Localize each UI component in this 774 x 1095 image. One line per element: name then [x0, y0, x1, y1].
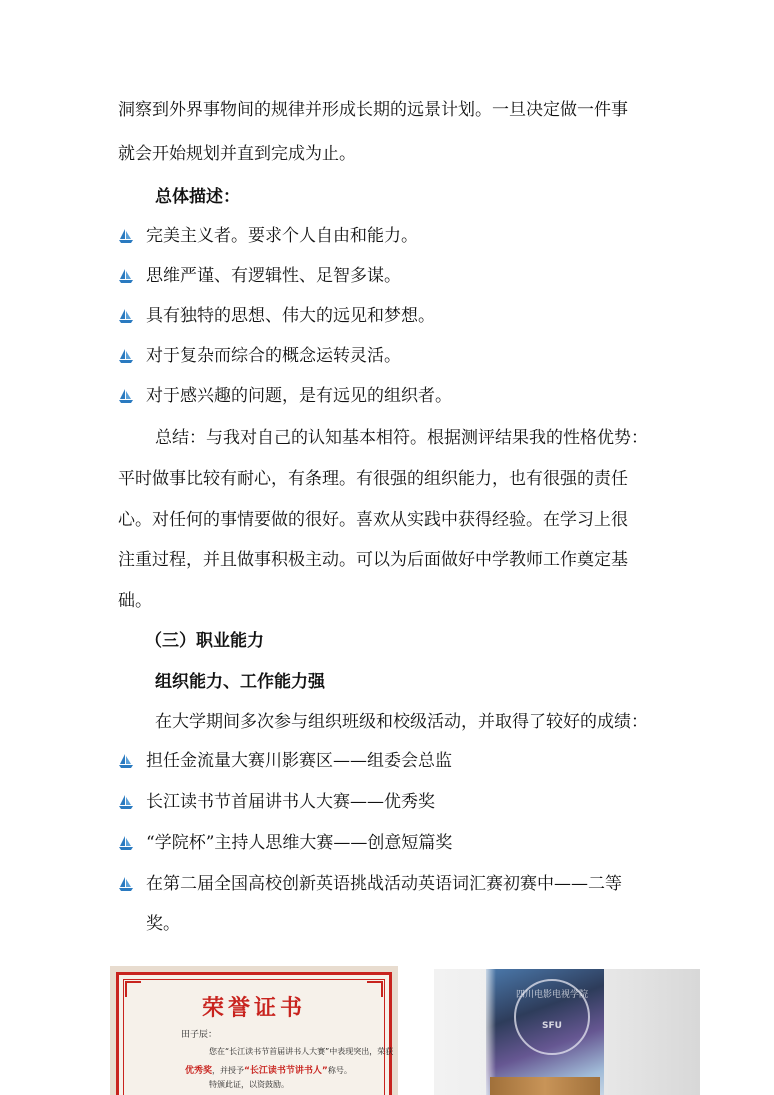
- sailboat-icon: [118, 794, 134, 810]
- certificate-recipient: 田子辰：: [181, 1030, 218, 1040]
- intro-line-1: 洞察到外界事物间的规律并形成长期的远景计划。一旦决定做一件事: [118, 100, 628, 120]
- overall-item-text: 具有独特的思想、伟大的远见和梦想。: [146, 306, 435, 326]
- sailboat-icon: [118, 228, 134, 244]
- certificate-award-line: [185, 1063, 352, 1076]
- achievements-intro: 在大学期间多次参与组织班级和校级活动，并取得了较好的成绩：: [155, 712, 648, 732]
- certificate-footer: 特颁此证，以资鼓励。: [209, 1080, 289, 1089]
- overall-heading: 总体描述：: [155, 187, 240, 207]
- summary-line: 注重过程，并且做事积极主动。可以为后面做好中学教师工作奠定基: [118, 550, 628, 570]
- school-emblem: [514, 979, 590, 1055]
- achievement-text: 长江读书节首届讲书人大赛——优秀奖: [146, 792, 435, 812]
- certificate-award-mid: ，并授予: [212, 1066, 245, 1075]
- overall-item-text: 对于感兴趣的问题，是有远见的组织者。: [146, 386, 452, 406]
- sailboat-icon: [118, 753, 134, 769]
- sailboat-icon: [118, 835, 134, 851]
- certificate-title: 荣誉证书: [201, 995, 306, 1021]
- overall-item-text: 对于复杂而综合的概念运转灵活。: [146, 346, 401, 366]
- achievement-text: 担任金流量大赛川影赛区——组委会总监: [146, 751, 452, 771]
- trophy-photo: [434, 969, 700, 1095]
- sailboat-icon: [118, 348, 134, 364]
- summary-line: 总结：与我对自己的认知基本相符。根据测评结果我的性格优势：: [155, 428, 648, 448]
- summary-line: 础。: [118, 591, 152, 611]
- intro-line-2: 就会开始规划并直到完成为止。: [118, 144, 356, 164]
- certificate-frame: [116, 972, 392, 1095]
- section-heading: （三）职业能力: [145, 631, 264, 651]
- emblem-ring-text: 四川电影电视学院: [516, 990, 589, 1000]
- sailboat-icon: [118, 876, 134, 892]
- overall-item-text: 思维严谨、有逻辑性、足智多谋。: [146, 266, 401, 286]
- achievement-continuation: 奖。: [146, 914, 180, 934]
- certificate-award-tail: 称号。: [327, 1066, 352, 1075]
- certificate-award-title: “长江读书节讲书人”: [244, 1066, 328, 1076]
- overall-item-text: 完美主义者。要求个人自由和能力。: [146, 226, 418, 246]
- sailboat-icon: [118, 308, 134, 324]
- sub-heading: 组织能力、工作能力强: [155, 672, 325, 692]
- certificate-body: 您在“长江读书节首届讲书人大赛”中表现突出，荣获: [209, 1047, 394, 1056]
- trophy-base: [490, 1077, 600, 1095]
- emblem-text: SFU: [542, 1021, 562, 1031]
- summary-line: 心。对任何的事情要做的很好。喜欢从实践中获得经验。在学习上很: [118, 510, 628, 530]
- sailboat-icon: [118, 268, 134, 284]
- achievement-text: 在第二届全国高校创新英语挑战活动英语词汇赛初赛中——二等: [146, 874, 622, 894]
- certificate-award: 优秀奖: [185, 1066, 213, 1076]
- certificate-photo: [110, 966, 398, 1095]
- summary-line: 平时做事比较有耐心，有条理。有很强的组织能力，也有很强的责任: [118, 469, 628, 489]
- sailboat-icon: [118, 388, 134, 404]
- achievement-text: “学院杯”主持人思维大赛——创意短篇奖: [146, 833, 453, 853]
